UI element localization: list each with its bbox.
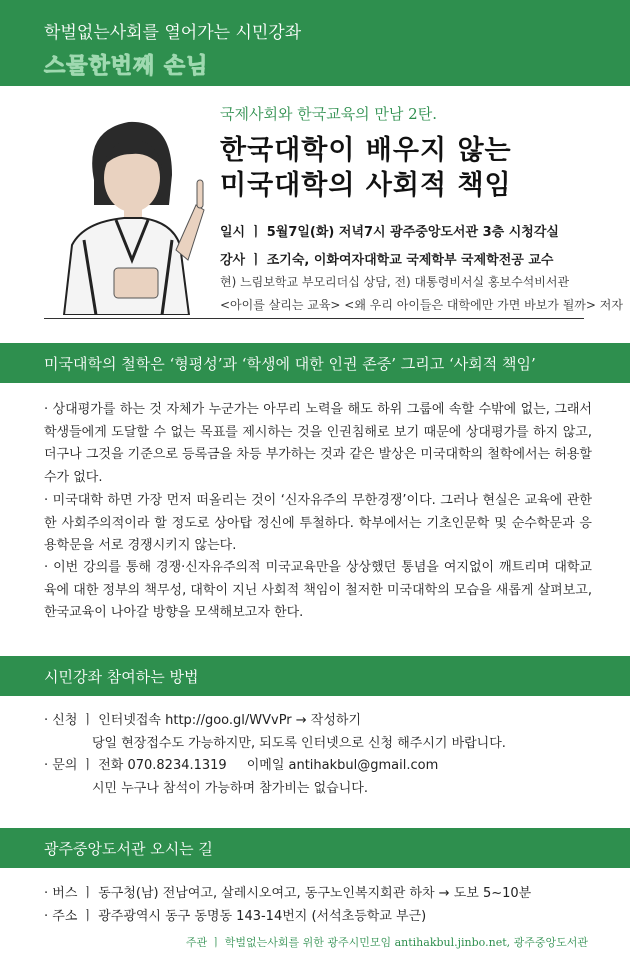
footer-organizer: 주관 ㅣ 학벌없는사회를 위한 광주시민모임 antihakbul.jinbo.net, 광주중앙도서관: [185, 936, 588, 949]
header-subtitle: 스물한번째 손님: [44, 54, 209, 79]
contact-phone: · 문의 ㅣ 전화 070.8234.1319: [44, 758, 227, 773]
header-banner: [0, 0, 630, 86]
signup-note: 당일 현장접수도 가능하지만, 되도록 인터넷으로 신청 해주시기 바랍니다.: [92, 736, 506, 751]
section-heading-directions: 광주중앙도서관 오시는 길: [0, 828, 630, 868]
lecture-title-line2: 미국대학의 사회적 책임: [220, 170, 512, 201]
lecture-title-line1: 한국대학이 배우지 않는: [220, 135, 512, 166]
contact-note: 시민 누구나 참석이 가능하며 참가비는 없습니다.: [92, 781, 368, 796]
lecturer-photo: [54, 110, 214, 315]
paragraph: · 이번 강의를 통해 경쟁·신자유주의적 미국교육만을 상상했던 통념을 여지없이 깨트리며 대학교육에 대한 정부의 책무성, 대학이 지닌 사회적 책임이 철저한 미국대학의 모습을 새롭게 살펴보고, 한국교육이 나아갈 방향을 모색해보고자 한다.: [44, 560, 592, 620]
address: · 주소 ㅣ 광주광역시 동구 동명동 143-14번지 (서석초등학교 부근): [44, 909, 427, 924]
paragraph: · 상대평가를 하는 것 자체가 누군가는 아무리 노력을 해도 하위 그룹에 속할 수밖에 없는, 그래서 학생들에게 도달할 수 없는 목표를 제시하는 것을 인권침해로 보기 때문에 상대평가를 하지 않고, 더구나 그것을 기준으로 등록금을 차등 부가하는 것과 같은 발상은 미국대학의 철학에서는 허용할 수가 없다.: [44, 402, 592, 485]
date-location: 일시 ㅣ 5월7일(화) 저녁7시 광주중앙도서관 3층 시청각실: [220, 225, 559, 240]
signup-info: · 신청 ㅣ 인터넷접속 http://goo.gl/WVvPr → 작성하기: [44, 713, 362, 728]
lecturer-career: 현) 느림보학교 부모리더십 상담, 전) 대통령비서실 홍보수석비서관: [220, 275, 570, 289]
bus-directions: · 버스 ㅣ 동구청(남) 전남여고, 살레시오여고, 동구노인복지회관 하차 → 도보 5~10분: [44, 886, 532, 901]
divider: [44, 318, 584, 319]
section-heading-participation: 시민강좌 참여하는 방법: [0, 656, 630, 696]
header-title: 학벌없는사회를 열어가는 시민강좌: [44, 23, 302, 43]
contact-email: 이메일 antihakbul@gmail.com: [246, 758, 439, 773]
lecture-series: 국제사회와 한국교육의 만남 2탄.: [220, 105, 437, 123]
lecturer: 강사 ㅣ 조기숙, 이화여자대학교 국제학부 국제학전공 교수: [220, 253, 554, 268]
section-heading-philosophy: 미국대학의 철학은 ‘형평성’과 ‘학생에 대한 인권 존중’ 그리고 ‘사회적 책임’: [0, 343, 630, 383]
paragraph: · 미국대학 하면 가장 먼저 떠올리는 것이 ‘신자유주의 무한경쟁’이다. 그러나 현실은 교육에 관한한 사회주의적이라 할 정도로 상아탑 정신에 투철하다. 학부에서는 기초인문학 및 순수학문과 응용학문을 서로 경쟁시키지 않는다.: [44, 493, 592, 553]
lecturer-books: <아이를 살리는 교육> <왜 우리 아이들은 대학에만 가면 바보가 될까> 저자: [220, 298, 623, 312]
contact-info: [44, 754, 438, 773]
